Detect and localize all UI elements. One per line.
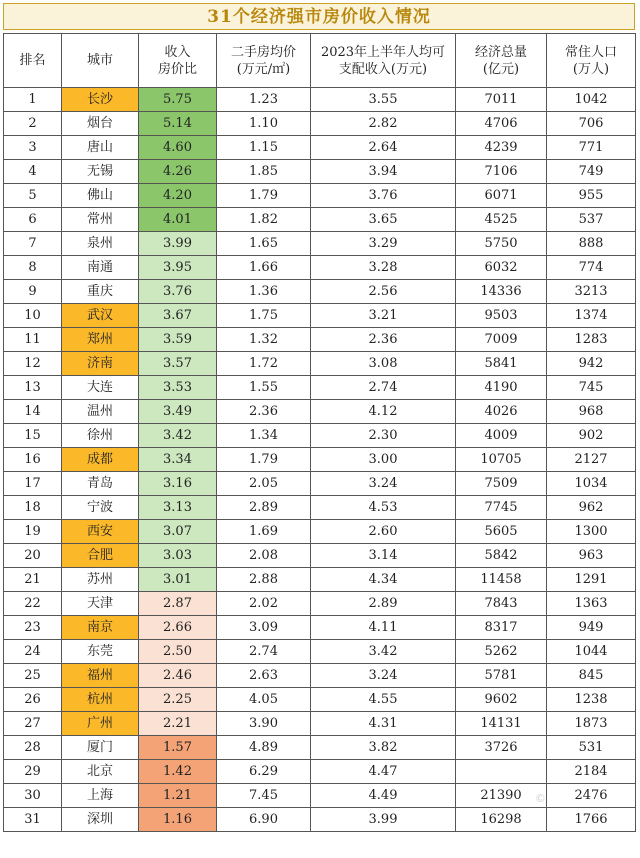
cell-city: 泉州 [62, 232, 139, 256]
cell-price: 3.90 [217, 712, 311, 736]
table-row [4, 544, 636, 568]
cell-population: 1873 [547, 712, 636, 736]
cell-income: 2.36 [311, 328, 456, 352]
cell-ratio: 1.57 [139, 736, 217, 760]
cell-city: 南通 [62, 256, 139, 280]
cell-population: 749 [547, 160, 636, 184]
cell-population: 942 [547, 352, 636, 376]
cell-income: 3.29 [311, 232, 456, 256]
cell-price: 2.36 [217, 400, 311, 424]
cell-gdp: 14336 [456, 280, 547, 304]
cell-price: 6.29 [217, 760, 311, 784]
cell-income: 3.24 [311, 472, 456, 496]
table-row [4, 760, 636, 784]
cell-price: 3.09 [217, 616, 311, 640]
header-pop-line2: (万人) [572, 61, 610, 77]
cell-price: 1.79 [217, 448, 311, 472]
cell-rank: 14 [4, 400, 62, 424]
cell-income: 3.24 [311, 664, 456, 688]
cell-ratio: 3.07 [139, 520, 217, 544]
cell-price: 1.55 [217, 376, 311, 400]
cell-gdp: 6032 [456, 256, 547, 280]
cell-gdp [456, 760, 547, 784]
cell-rank: 1 [4, 88, 62, 112]
cell-city: 北京 [62, 760, 139, 784]
table-row [4, 400, 636, 424]
cell-city: 重庆 [62, 280, 139, 304]
cell-ratio: 1.16 [139, 808, 217, 832]
cell-income: 4.49 [311, 784, 456, 808]
cell-price: 4.05 [217, 688, 311, 712]
cell-rank: 21 [4, 568, 62, 592]
header-price-line2: (万元/㎡) [236, 61, 291, 77]
header-rank [4, 34, 62, 88]
cell-income: 4.34 [311, 568, 456, 592]
header-income [311, 34, 456, 88]
cell-city: 无锡 [62, 160, 139, 184]
cell-price: 2.02 [217, 592, 311, 616]
cell-ratio: 4.60 [139, 136, 217, 160]
cell-city: 宁波 [62, 496, 139, 520]
cell-rank: 11 [4, 328, 62, 352]
cell-ratio: 3.95 [139, 256, 217, 280]
cell-income: 2.82 [311, 112, 456, 136]
cell-city: 青岛 [62, 472, 139, 496]
table-body [4, 88, 636, 832]
table-row [4, 448, 636, 472]
cell-gdp: 16298 [456, 808, 547, 832]
cell-income: 3.08 [311, 352, 456, 376]
cell-income: 2.30 [311, 424, 456, 448]
cell-population: 1238 [547, 688, 636, 712]
cell-ratio: 2.46 [139, 664, 217, 688]
header-ratio-line2: 房价比 [157, 61, 197, 77]
table-row [4, 688, 636, 712]
header-gdp [456, 34, 547, 88]
cell-gdp: 14131 [456, 712, 547, 736]
header-row [4, 34, 636, 88]
cell-rank: 30 [4, 784, 62, 808]
cell-gdp: 7745 [456, 496, 547, 520]
cell-gdp: 4026 [456, 400, 547, 424]
cell-city: 常州 [62, 208, 139, 232]
cell-ratio: 3.13 [139, 496, 217, 520]
cell-price: 1.10 [217, 112, 311, 136]
cell-city: 长沙 [62, 88, 139, 112]
cell-price: 2.05 [217, 472, 311, 496]
cell-population: 537 [547, 208, 636, 232]
cell-gdp: 5605 [456, 520, 547, 544]
table-title: 31个经济强市房价收入情况 [3, 3, 635, 30]
table-row [4, 472, 636, 496]
table-row [4, 712, 636, 736]
cell-income: 3.76 [311, 184, 456, 208]
cell-price: 1.69 [217, 520, 311, 544]
cell-city: 上海 [62, 784, 139, 808]
table-row [4, 352, 636, 376]
table-row [4, 328, 636, 352]
cell-rank: 5 [4, 184, 62, 208]
cell-ratio: 4.01 [139, 208, 217, 232]
cell-ratio: 4.20 [139, 184, 217, 208]
cell-rank: 16 [4, 448, 62, 472]
cell-price: 1.32 [217, 328, 311, 352]
cell-population: 2127 [547, 448, 636, 472]
cell-gdp: 7009 [456, 328, 547, 352]
cell-rank: 10 [4, 304, 62, 328]
cell-income: 3.65 [311, 208, 456, 232]
cell-population: 774 [547, 256, 636, 280]
cell-ratio: 3.76 [139, 280, 217, 304]
header-price [217, 34, 311, 88]
header-city-label: 城市 [86, 53, 113, 68]
cell-income: 4.55 [311, 688, 456, 712]
cell-city: 苏州 [62, 568, 139, 592]
cell-ratio: 3.01 [139, 568, 217, 592]
cell-rank: 24 [4, 640, 62, 664]
cell-income: 4.47 [311, 760, 456, 784]
cell-population: 745 [547, 376, 636, 400]
cell-gdp: 4190 [456, 376, 547, 400]
cell-rank: 23 [4, 616, 62, 640]
cell-income: 2.64 [311, 136, 456, 160]
cell-population: 963 [547, 544, 636, 568]
cell-population: 888 [547, 232, 636, 256]
header-price-line1: 二手房均价 [230, 44, 296, 60]
cell-population: 706 [547, 112, 636, 136]
cell-gdp: 4009 [456, 424, 547, 448]
cell-price: 1.79 [217, 184, 311, 208]
cell-income: 3.14 [311, 544, 456, 568]
cell-ratio: 2.21 [139, 712, 217, 736]
cell-price: 2.63 [217, 664, 311, 688]
cell-rank: 25 [4, 664, 62, 688]
header-population [547, 34, 636, 88]
cell-city: 成都 [62, 448, 139, 472]
cell-ratio: 3.16 [139, 472, 217, 496]
header-income-line1: 2023年上半年人均可 [320, 44, 446, 60]
table-row [4, 184, 636, 208]
table-row [4, 568, 636, 592]
cell-ratio: 2.50 [139, 640, 217, 664]
cell-rank: 12 [4, 352, 62, 376]
cell-rank: 8 [4, 256, 62, 280]
cell-gdp: 21390 [456, 784, 547, 808]
cell-income: 3.55 [311, 88, 456, 112]
cell-gdp: 7509 [456, 472, 547, 496]
header-gdp-line2: (亿元) [482, 61, 520, 77]
cell-income: 4.11 [311, 616, 456, 640]
cell-gdp: 7011 [456, 88, 547, 112]
header-city [62, 34, 139, 88]
cell-population: 1044 [547, 640, 636, 664]
cell-gdp: 6071 [456, 184, 547, 208]
header-rank-label: 排名 [19, 53, 46, 68]
cell-rank: 31 [4, 808, 62, 832]
cell-rank: 7 [4, 232, 62, 256]
table-row [4, 280, 636, 304]
cell-rank: 9 [4, 280, 62, 304]
cell-rank: 19 [4, 520, 62, 544]
cell-income: 4.31 [311, 712, 456, 736]
cell-city: 广州 [62, 712, 139, 736]
cell-price: 1.85 [217, 160, 311, 184]
cell-ratio: 3.34 [139, 448, 217, 472]
cell-income: 3.94 [311, 160, 456, 184]
cell-rank: 4 [4, 160, 62, 184]
cell-city: 福州 [62, 664, 139, 688]
cell-population: 949 [547, 616, 636, 640]
cell-income: 3.28 [311, 256, 456, 280]
cell-city: 郑州 [62, 328, 139, 352]
cell-city: 西安 [62, 520, 139, 544]
cell-income: 2.56 [311, 280, 456, 304]
header-ratio-line1: 收入 [164, 44, 191, 60]
cell-gdp: 5262 [456, 640, 547, 664]
cell-gdp: 5842 [456, 544, 547, 568]
table-row [4, 232, 636, 256]
cell-income: 3.00 [311, 448, 456, 472]
table-row [4, 208, 636, 232]
cell-population: 845 [547, 664, 636, 688]
table-row [4, 664, 636, 688]
cell-gdp: 8317 [456, 616, 547, 640]
cell-ratio: 2.66 [139, 616, 217, 640]
cell-rank: 29 [4, 760, 62, 784]
cell-price: 2.74 [217, 640, 311, 664]
cell-population: 1291 [547, 568, 636, 592]
cell-population: 962 [547, 496, 636, 520]
cell-city: 杭州 [62, 688, 139, 712]
cell-ratio: 1.21 [139, 784, 217, 808]
header-ratio [139, 34, 217, 88]
cell-city: 烟台 [62, 112, 139, 136]
table-row [4, 736, 636, 760]
table-row [4, 376, 636, 400]
table-row [4, 136, 636, 160]
table-row [4, 496, 636, 520]
header-pop-line1: 常住人口 [564, 44, 617, 60]
cell-population: 902 [547, 424, 636, 448]
cell-price: 6.90 [217, 808, 311, 832]
cell-rank: 17 [4, 472, 62, 496]
cell-price: 7.45 [217, 784, 311, 808]
cell-gdp: 4706 [456, 112, 547, 136]
cell-gdp: 7106 [456, 160, 547, 184]
cell-ratio: 2.25 [139, 688, 217, 712]
table-row [4, 304, 636, 328]
cell-price: 1.36 [217, 280, 311, 304]
table-row [4, 256, 636, 280]
cell-population: 1034 [547, 472, 636, 496]
table-row [4, 160, 636, 184]
cell-ratio: 3.49 [139, 400, 217, 424]
cell-gdp: 11458 [456, 568, 547, 592]
cell-city: 合肥 [62, 544, 139, 568]
cell-price: 1.23 [217, 88, 311, 112]
cell-rank: 20 [4, 544, 62, 568]
cell-price: 1.72 [217, 352, 311, 376]
cell-gdp: 9503 [456, 304, 547, 328]
data-table [3, 33, 636, 832]
table-row [4, 808, 636, 832]
cell-gdp: 5781 [456, 664, 547, 688]
cell-population: 1300 [547, 520, 636, 544]
cell-gdp: 10705 [456, 448, 547, 472]
cell-city: 徐州 [62, 424, 139, 448]
table-row [4, 592, 636, 616]
cell-rank: 28 [4, 736, 62, 760]
cell-ratio: 3.57 [139, 352, 217, 376]
table-row [4, 640, 636, 664]
cell-ratio: 1.42 [139, 760, 217, 784]
cell-population: 771 [547, 136, 636, 160]
cell-population: 3213 [547, 280, 636, 304]
cell-ratio: 3.03 [139, 544, 217, 568]
cell-city: 温州 [62, 400, 139, 424]
cell-rank: 3 [4, 136, 62, 160]
cell-ratio: 3.53 [139, 376, 217, 400]
cell-ratio: 4.26 [139, 160, 217, 184]
cell-income: 3.82 [311, 736, 456, 760]
cell-city: 佛山 [62, 184, 139, 208]
cell-rank: 13 [4, 376, 62, 400]
table-row [4, 112, 636, 136]
cell-income: 3.21 [311, 304, 456, 328]
cell-ratio: 5.14 [139, 112, 217, 136]
cell-income: 4.53 [311, 496, 456, 520]
cell-rank: 18 [4, 496, 62, 520]
cell-gdp: 5841 [456, 352, 547, 376]
cell-rank: 27 [4, 712, 62, 736]
cell-population: 1363 [547, 592, 636, 616]
cell-gdp: 3726 [456, 736, 547, 760]
cell-price: 4.89 [217, 736, 311, 760]
table-row [4, 424, 636, 448]
cell-income: 3.99 [311, 808, 456, 832]
cell-city: 南京 [62, 616, 139, 640]
cell-population: 1766 [547, 808, 636, 832]
cell-ratio: 5.75 [139, 88, 217, 112]
cell-rank: 2 [4, 112, 62, 136]
cell-city: 济南 [62, 352, 139, 376]
cell-ratio: 2.87 [139, 592, 217, 616]
cell-rank: 26 [4, 688, 62, 712]
cell-price: 1.75 [217, 304, 311, 328]
cell-price: 2.89 [217, 496, 311, 520]
cell-price: 1.82 [217, 208, 311, 232]
cell-population: 955 [547, 184, 636, 208]
cell-price: 1.65 [217, 232, 311, 256]
cell-price: 1.66 [217, 256, 311, 280]
cell-income: 4.12 [311, 400, 456, 424]
cell-ratio: 3.42 [139, 424, 217, 448]
table-header [4, 34, 636, 88]
cell-income: 2.89 [311, 592, 456, 616]
cell-population: 531 [547, 736, 636, 760]
cell-ratio: 3.99 [139, 232, 217, 256]
cell-price: 2.88 [217, 568, 311, 592]
cell-ratio: 3.59 [139, 328, 217, 352]
cell-gdp: 9602 [456, 688, 547, 712]
cell-population: 2184 [547, 760, 636, 784]
cell-rank: 22 [4, 592, 62, 616]
watermark: © [534, 791, 547, 806]
cell-gdp: 4239 [456, 136, 547, 160]
cell-city: 大连 [62, 376, 139, 400]
cell-rank: 6 [4, 208, 62, 232]
cell-income: 3.42 [311, 640, 456, 664]
cell-city: 东莞 [62, 640, 139, 664]
cell-gdp: 7843 [456, 592, 547, 616]
header-income-line2: 支配收入(万元) [338, 61, 428, 77]
cell-city: 天津 [62, 592, 139, 616]
table-row [4, 88, 636, 112]
cell-population: 968 [547, 400, 636, 424]
cell-city: 武汉 [62, 304, 139, 328]
header-gdp-line1: 经济总量 [474, 44, 527, 60]
cell-income: 2.74 [311, 376, 456, 400]
cell-population: 1283 [547, 328, 636, 352]
cell-price: 1.15 [217, 136, 311, 160]
cell-population: 2476 [547, 784, 636, 808]
cell-price: 1.34 [217, 424, 311, 448]
cell-city: 厦门 [62, 736, 139, 760]
cell-income: 2.60 [311, 520, 456, 544]
cell-city: 唐山 [62, 136, 139, 160]
cell-gdp: 4525 [456, 208, 547, 232]
cell-population: 1374 [547, 304, 636, 328]
table-row [4, 616, 636, 640]
cell-rank: 15 [4, 424, 62, 448]
cell-ratio: 3.67 [139, 304, 217, 328]
table-row [4, 520, 636, 544]
cell-population: 1042 [547, 88, 636, 112]
cell-price: 2.08 [217, 544, 311, 568]
cell-city: 深圳 [62, 808, 139, 832]
cell-gdp: 5750 [456, 232, 547, 256]
